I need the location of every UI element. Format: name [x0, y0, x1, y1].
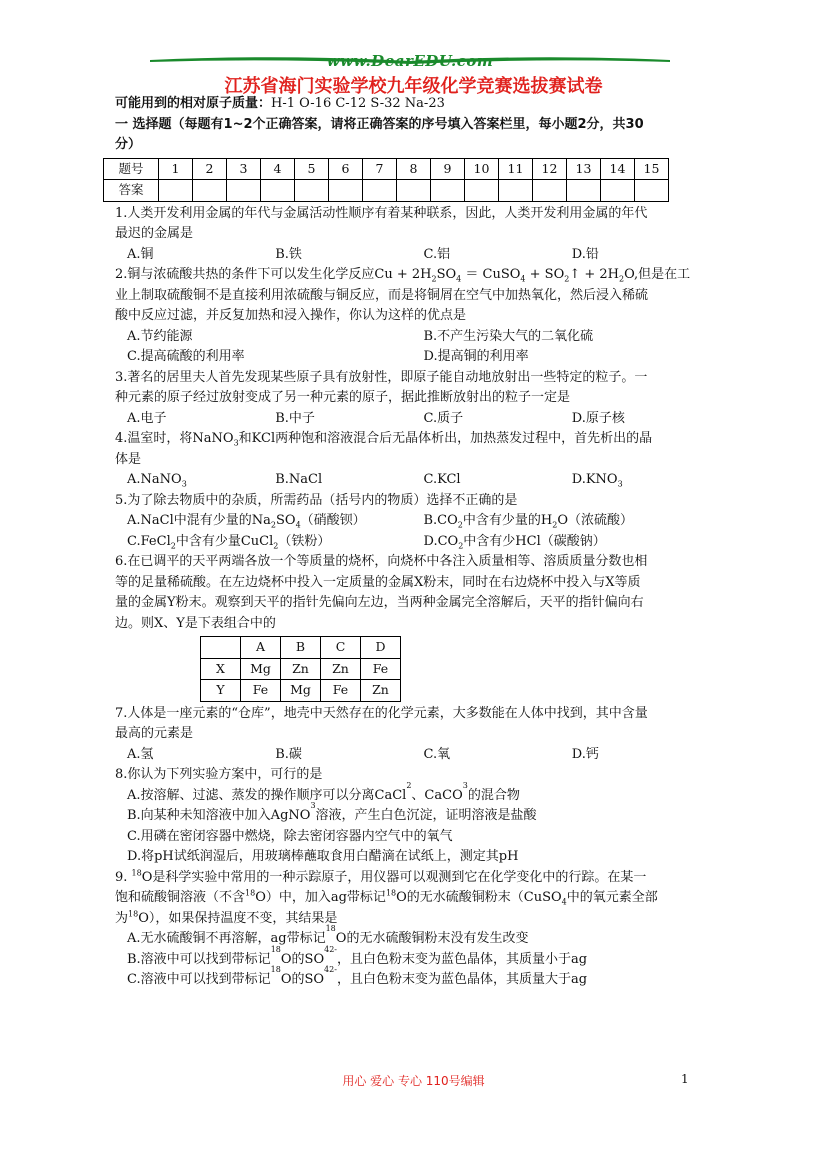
question-number-cell: 7 [363, 158, 397, 180]
answer-cell[interactable] [363, 180, 397, 202]
question-number-cell: 10 [465, 158, 499, 180]
option-c: C.用磷在密闭容器中燃烧，除去密闭容器内空气中的氧气 [127, 828, 453, 844]
footer-text: 用心 爱心 专心 110号编辑 [342, 1074, 485, 1088]
answer-table-number-row [104, 158, 669, 180]
question-4-options [115, 470, 720, 491]
answer-table [103, 158, 669, 202]
answer-row-header: 答案 [104, 180, 159, 202]
question-4-text: 4.温室时，将NaNO$_3$和KCl两种饱和溶液混合后无晶体析出，加热蒸发过程中，首先析出的晶 [115, 431, 653, 448]
question-number-cell: 1 [159, 158, 193, 180]
question-number-cell: 12 [533, 158, 567, 180]
question-number-cell: 3 [227, 158, 261, 180]
table-cell: Zn [321, 658, 361, 680]
option-b: B.向某种未知溶液中加入AgNO 3 溶液，产生白色沉淀，证明溶液是盐酸 [127, 801, 537, 823]
answer-cell[interactable] [159, 180, 193, 202]
table-row [201, 658, 401, 680]
table-header-row [201, 637, 401, 659]
question-number-cell: 14 [601, 158, 635, 180]
option-d: D.铅 [571, 246, 599, 262]
option-b: B.NaCl [275, 472, 323, 487]
table-cell: Zn [361, 680, 401, 702]
option-c: C.FeCl$_2$中含有少量CuCl$_2$（铁粉） [127, 533, 331, 551]
answer-cell[interactable] [601, 180, 635, 202]
option-d: $D.KNO_3$ [571, 472, 623, 489]
option-d: $D.CO_2$中含有少HCl（碳酸钠） [423, 533, 606, 551]
table-cell: Fe [321, 680, 361, 702]
question-number-cell: 5 [295, 158, 329, 180]
question-2-text: 2.铜与浓硫酸共热的条件下可以发生化学反应$Cu + 2H_2SO_4$ ＝ CuSO$_4$ + $SO_2↑ + 2H_2O$,但是在工 [115, 267, 691, 284]
table-cell: Fe [241, 680, 281, 702]
option-c: C.铝 [423, 246, 451, 262]
table-cell: Mg [281, 680, 321, 702]
question-8-text: 8.你认为下列实验方案中，可行的是 [115, 767, 323, 782]
table-cell: Y [201, 680, 241, 702]
option-c: C.溶液中可以找到带标记 18 O的SO 4 2- ，且白色粉末变为蓝色晶体，其质量大于ag [127, 965, 588, 987]
option-b: B.中子 [275, 410, 315, 426]
option-d: D.钙 [571, 746, 599, 762]
option-d: D.将pH试纸润湿后，用玻璃棒蘸取食用白醋滴在试纸上，测定其pH [127, 849, 519, 864]
answer-cell[interactable] [431, 180, 465, 202]
question-6-text-cont: 边。则X、Y是下表组合中的 [115, 615, 276, 631]
option-b: B.不产生污染大气的二氧化硫 [423, 328, 594, 344]
answer-cell[interactable] [227, 180, 261, 202]
option-c: C.KCl [423, 472, 461, 487]
question-number-cell: 6 [329, 158, 363, 180]
question-number-cell: 11 [499, 158, 533, 180]
question-5-options [115, 511, 720, 532]
answer-cell[interactable] [567, 180, 601, 202]
question-2-options [115, 327, 720, 348]
option-a: A.无水硫酸铜不再溶解，ag带标记 18 O的无水硫酸铜粉末没有发生改变 [127, 924, 529, 946]
question-9-text-cont: 饱和硫酸铜溶液（不含$^{18}$O）中，加入ag带标记$^{18}$O的无水硫酸铜粉末（CuSO$_4$中的氧元素全部 [115, 888, 658, 907]
option-a: A.节约能源 [127, 328, 193, 344]
option-a: A.电子 [127, 410, 167, 426]
option-a: A.铜 [127, 246, 154, 262]
exam-content [115, 94, 720, 991]
question-number-cell: 9 [431, 158, 465, 180]
page-number: 1 [681, 1072, 689, 1086]
site-banner [150, 50, 670, 72]
atomic-mass-line [115, 94, 720, 115]
question-3-text-cont: 种元素的原子经过放射变成了另一种元素的原子，据此推断放射出的粒子一定是 [115, 390, 571, 405]
question-5-options [115, 532, 720, 553]
table-cell: A [241, 637, 281, 659]
option-b: $B.CO_2$中含有少量的$H_2O$（浓硫酸） [423, 513, 633, 530]
option-a: A.氢 [127, 746, 154, 762]
question-2-options [115, 347, 720, 368]
question-2-text-cont: 酸中反应过滤，并反复加热和浸入操作，你认为这样的优点是 [115, 308, 467, 323]
question-6-text-cont: 量的金属Y粉末。观察到天平的指针先偏向左边，当两种金属完全溶解后，天平的指针偏向右 [115, 595, 644, 610]
option-a: A.NaCl中混有少量的$Na_2SO_4$（硝酸钡） [127, 513, 366, 530]
section-heading-cont: 分） [115, 137, 142, 152]
atomic-mass-label: 可能用到的相对原子质量： [115, 96, 272, 111]
question-7-options [115, 745, 720, 766]
answer-cell[interactable] [635, 180, 669, 202]
answer-cell[interactable] [397, 180, 431, 202]
answer-cell[interactable] [465, 180, 499, 202]
section-heading: 一 选择题（每题有1~2个正确答案，请将正确答案的序号填入答案栏里，每小题2分，共30 [115, 116, 644, 132]
question-number-cell: 15 [635, 158, 669, 180]
table-cell: Mg [241, 658, 281, 680]
table-row [201, 680, 401, 702]
question-6-text-cont: 等的足量稀硫酸。在左边烧杯中投入一定质量的金属X粉末，同时在右边烧杯中投入与X等质 [115, 574, 641, 590]
table-cell: B [281, 637, 321, 659]
answer-cell[interactable] [193, 180, 227, 202]
question-7-text-cont: 最高的元素是 [115, 726, 194, 741]
answer-table-answer-row [104, 180, 669, 202]
question-1-text-cont: 最迟的金属是 [115, 226, 194, 241]
page-title: 江苏省海门实验学校九年级化学竞赛选拔赛试卷 [224, 76, 603, 97]
option-b: B.溶液中可以找到带标记 18 O的SO 4 2- ，且白色粉末变为蓝色晶体，其质量小于ag [127, 944, 588, 967]
question-3-text: 3.著名的居里夫人首先发现某些原子具有放射性，即原子能自动地放射出一些特定的粒子。一 [115, 369, 648, 385]
question-7-text: 7.人体是一座元素的“仓库”，地壳中天然存在的化学元素，大多数能在人体中找到，其中含量 [115, 705, 648, 721]
answer-cell[interactable] [329, 180, 363, 202]
answer-cell[interactable] [261, 180, 295, 202]
question-number-cell: 8 [397, 158, 431, 180]
question-6-text: 6.在已调平的天平两端各放一个等质量的烧杯，向烧杯中各注入质量相等、溶质质量分数也相 [115, 554, 648, 569]
metal-combination-table [200, 636, 401, 702]
question-2-text-cont: 业上制取硫酸铜不是直接利用浓硫酸与铜反应，而是将铜屑在空气中加热氧化，然后浸入稀硫 [115, 287, 649, 303]
table-cell: Zn [281, 658, 321, 680]
question-number-cell: 2 [193, 158, 227, 180]
table-cell [201, 637, 241, 659]
option-a: A.NaNO$_3$ [127, 472, 187, 489]
table-cell: D [361, 637, 401, 659]
question-1-text: 1.人类开发利用金属的年代与金属活动性顺序有着某种联系，因此，人类开发利用金属的年代 [115, 205, 648, 221]
question-number-cell: 13 [567, 158, 601, 180]
question-3-options [115, 409, 720, 430]
question-9-text-cont: 为$^{18}$O），如果保持温度不变，其结果是 [115, 909, 338, 926]
option-c: C.质子 [423, 410, 464, 426]
option-b: B.碳 [275, 746, 302, 762]
option-c: C.氧 [423, 746, 451, 762]
option-d: D.提高铜的利用率 [423, 349, 529, 364]
option-a: A.按溶解、过滤、蒸发的操作顺序可以分离CaCl 2 、CaCO 3 的混合物 [127, 780, 520, 803]
question-4-text-cont: 体是 [115, 451, 142, 467]
atomic-mass-values: H-1 O-16 C-12 S-32 Na-23 [271, 96, 445, 111]
option-b: B.铁 [275, 246, 302, 262]
question-1-options [115, 245, 720, 266]
question-number-cell: 4 [261, 158, 295, 180]
table-cell: Fe [361, 658, 401, 680]
option-d: D.原子核 [571, 410, 625, 426]
question-9-text: 9. $^{18}$O是科学实验中常用的一种示踪原子，用仪器可以观测到它在化学变化中的行踪。在某一 [115, 868, 647, 885]
answer-cell[interactable] [295, 180, 329, 202]
question-5-text: 5.为了除去物质中的杂质，所需药品（括号内的物质）选择不正确的是 [115, 492, 518, 508]
answer-cell[interactable] [533, 180, 567, 202]
option-c: C.提高硫酸的利用率 [127, 349, 245, 364]
table-cell: C [321, 637, 361, 659]
answer-cell[interactable] [499, 180, 533, 202]
answer-table-header: 题号 [104, 158, 159, 180]
site-url[interactable]: www.DearEDU.com [326, 52, 494, 70]
table-cell: X [201, 658, 241, 680]
